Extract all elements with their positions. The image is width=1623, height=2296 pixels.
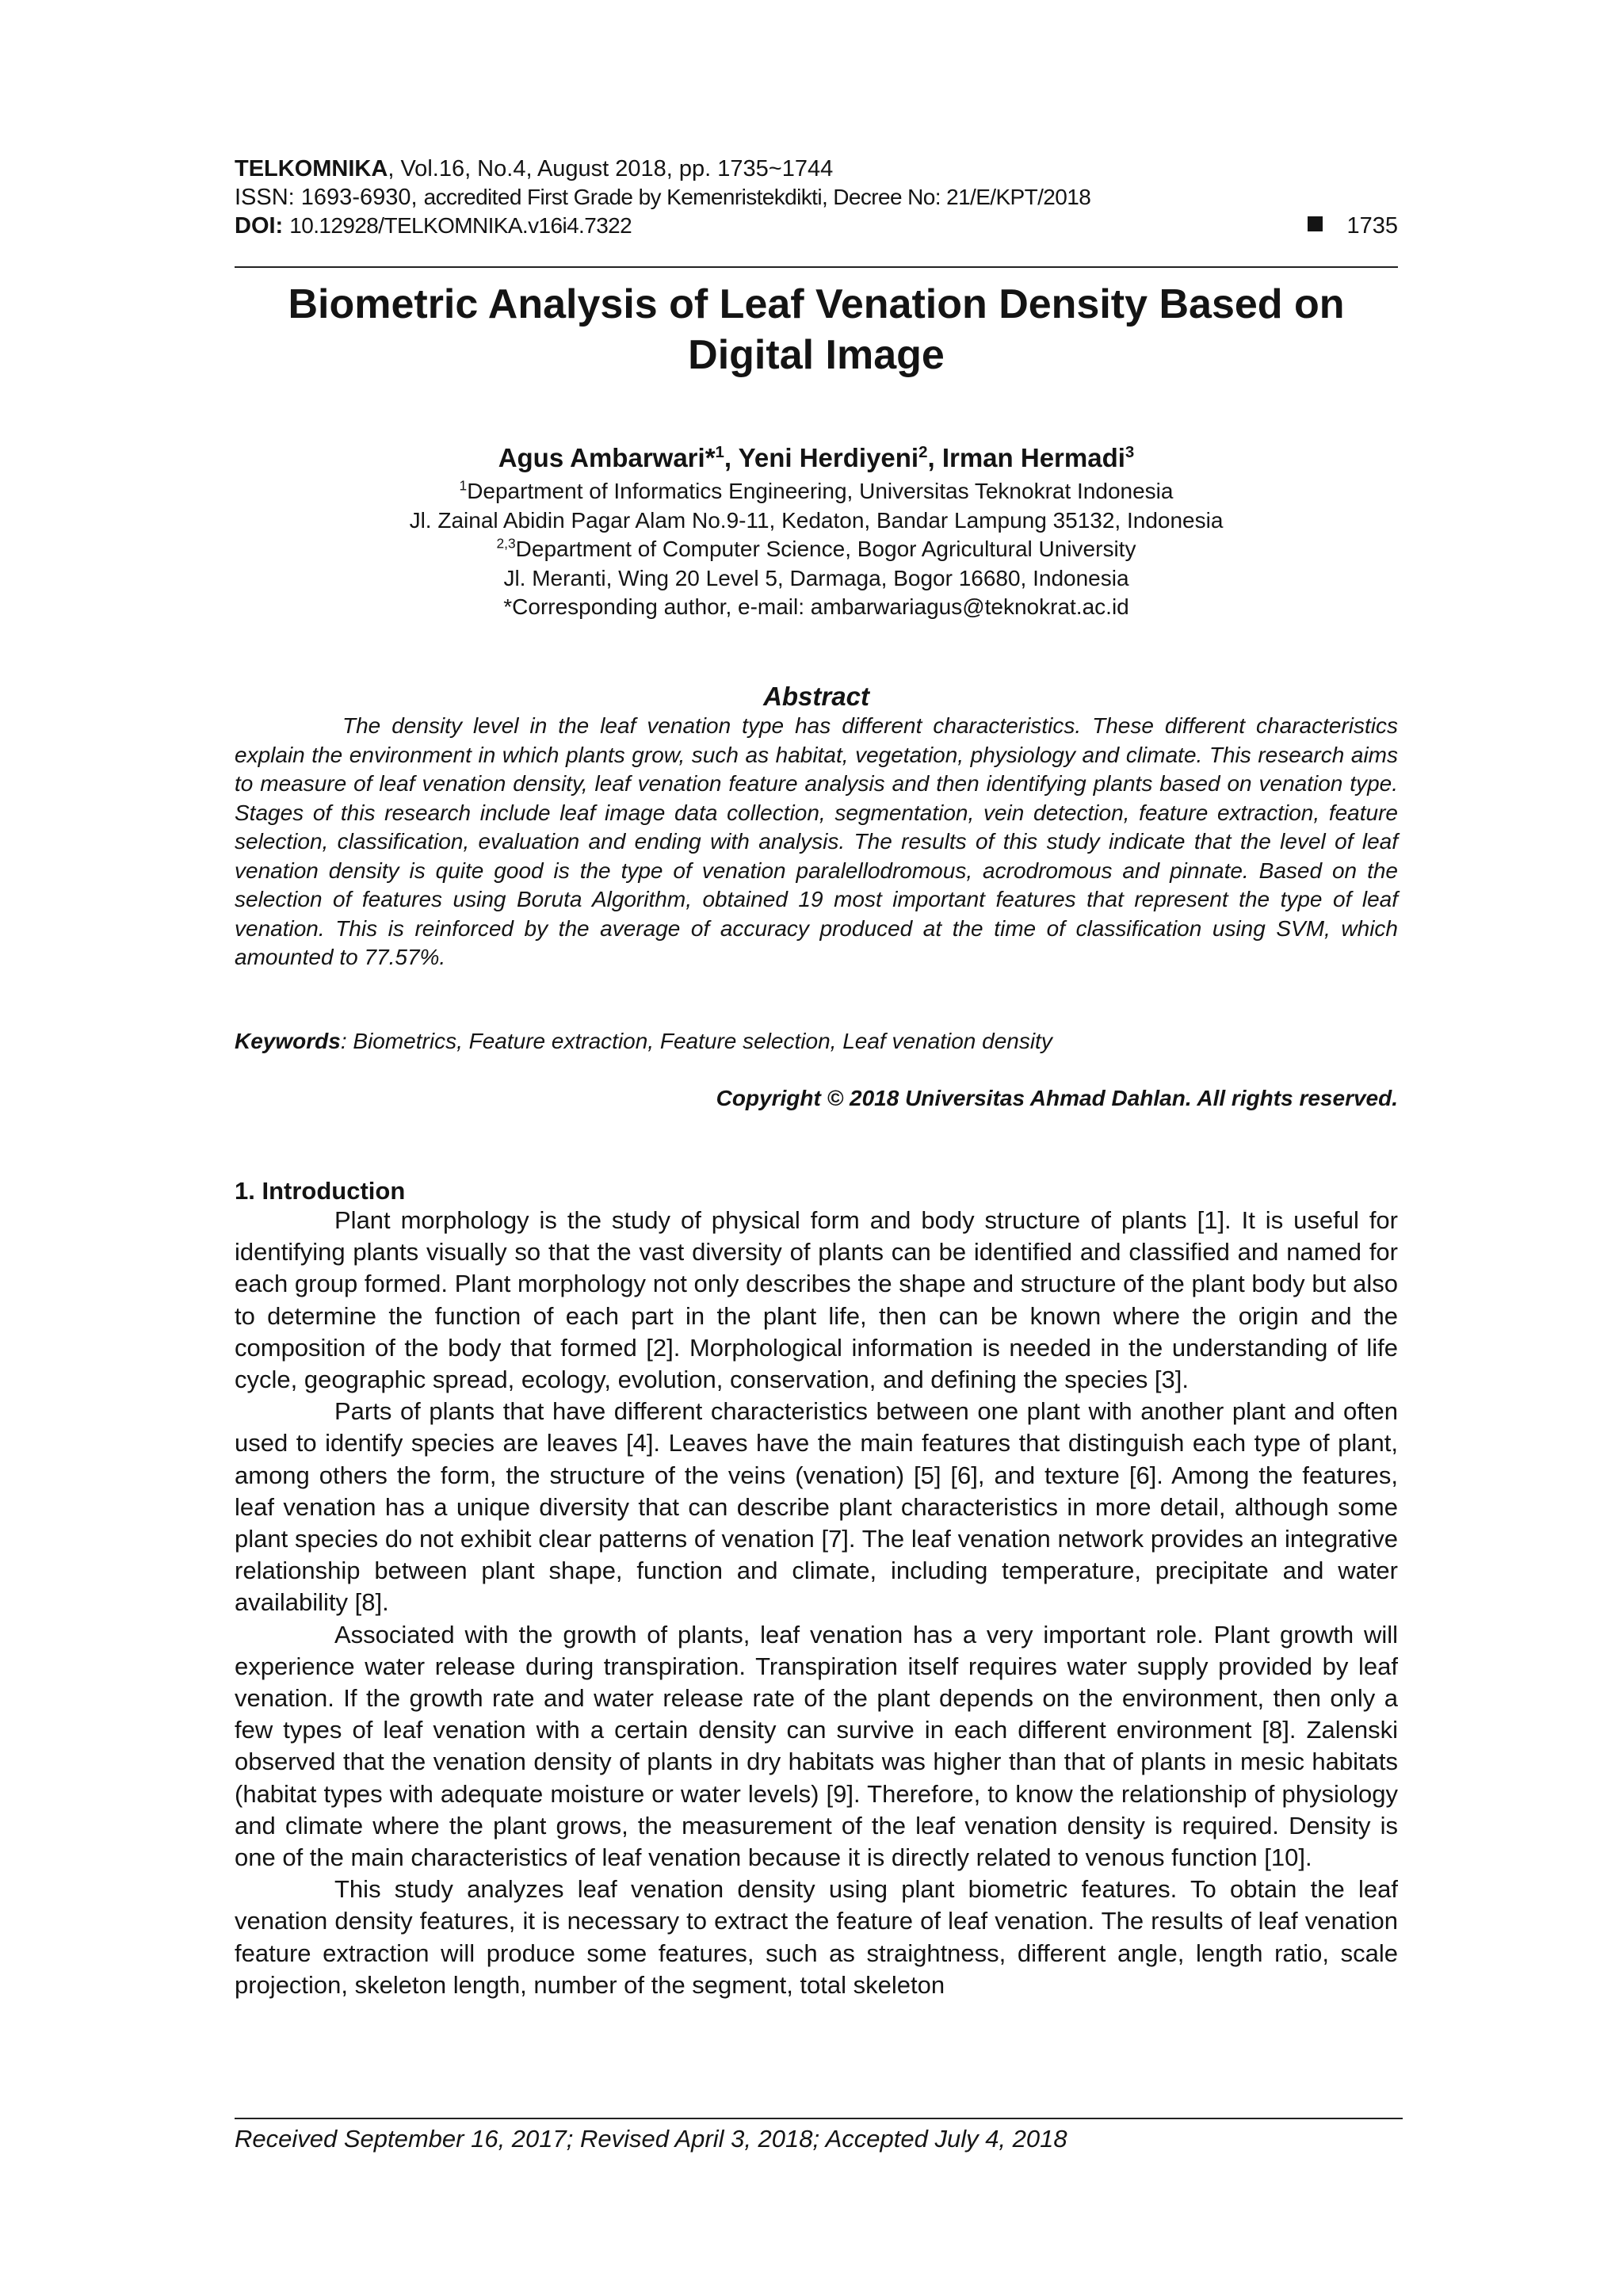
author-affiliation-mark: 2 (918, 443, 928, 461)
affiliation-text: Department of Computer Science, Bogor Agricultural University (515, 537, 1136, 561)
accreditation: accredited First Grade by Kemenristekdikti, Decree No: 21/E/KPT/2018 (423, 185, 1091, 209)
copyright-notice: Copyright © 2018 Universitas Ahmad Dahlan. All rights reserved. (716, 1086, 1398, 1110)
affiliation-line (235, 506, 1398, 536)
issn-line (235, 184, 1398, 211)
journal-name: TELKOMNIKA (235, 156, 388, 181)
affiliation-text: *Corresponding author, e-mail: ambarwariagus@teknokrat.ac.id (503, 594, 1129, 619)
author-name: Agus Ambarwari* (498, 443, 716, 472)
keywords (235, 1027, 1398, 1056)
affiliation-line (235, 535, 1398, 564)
author-affiliation-mark: 3 (1125, 443, 1135, 461)
doi-line (235, 212, 1398, 239)
introduction-body (235, 1205, 1398, 2001)
paragraph: Parts of plants that have different characteristics between one plant with another plant and often used to identify species are leaves [4]. Leaves have the main features that distinguish each type of plant, among others the form, the structure of the veins (venation) [5] [6], and texture [6]. Among the features, leaf venation has a unique diversity that can describe plant characteristics in more detail, although some plant species do not exhibit clear patterns of venation [7]. The leaf venation network provides an integrative relationship between plant shape, function and climate, including temperature, precipitate and water availability [8]. (235, 1397, 1398, 1617)
paragraph: This study analyzes leaf venation density using plant biometric features. To obtain the leaf venation density features, it is necessary to extract the feature of leaf venation. The results of leaf venation feature extraction will produce some features, such as straightness, different angle, length ratio, scale projection, skeleton length, number of the segment, total skeleton (235, 1875, 1398, 1999)
doi: 10.12928/TELKOMNIKA.v16i4.7322 (289, 213, 632, 238)
affiliation-mark: 1 (459, 477, 468, 494)
received-dates: Received September 16, 2017; Revised April 3, 2018; Accepted July 4, 2018 (235, 2125, 1067, 2153)
affiliation-list (235, 477, 1398, 622)
paragraph: Plant morphology is the study of physical form and body structure of plants [1]. It is useful for identifying plants visually so that the vast diversity of plants can be identified and classified and named for each group formed. Plant morphology not only describes the shape and structure of the plant body but also to determine the function of each part in the plant life, then can be known where the origin and the composition of the body that formed [2]. Morphological information is needed in the understanding of life cycle, geographic spread, ecology, evolution, conservation, and defining the species [3]. (235, 1206, 1398, 1394)
header-rule (235, 266, 1398, 268)
keywords-text: : Biometrics, Feature extraction, Feature selection, Leaf venation density (340, 1029, 1052, 1053)
doi-label: DOI: (235, 213, 290, 239)
affiliation-line (235, 564, 1398, 594)
abstract-heading: Abstract (763, 682, 869, 711)
section-heading-introduction: 1. Introduction (235, 1177, 406, 1205)
affiliation-mark: 2,3 (496, 535, 516, 552)
affiliation-text: Jl. Zainal Abidin Pagar Alam No.9-11, Kedaton, Bandar Lampung 35132, Indonesia (409, 507, 1224, 533)
square-bullet-icon (1308, 216, 1323, 231)
affiliation-line (235, 593, 1398, 622)
affiliation-text: Department of Informatics Engineering, Universitas Teknokrat Indonesia (467, 479, 1174, 503)
abstract-body (235, 712, 1398, 972)
keywords-label: Keywords (235, 1029, 341, 1053)
journal-header-line (235, 155, 1398, 182)
page-number: 1735 (1346, 213, 1398, 239)
issn: ISSN: 1693-6930, (235, 185, 424, 210)
paper-title: Biometric Analysis of Leaf Venation Density Based on Digital Image (288, 281, 1345, 378)
footer-rule (235, 2118, 1403, 2119)
affiliation-line (235, 477, 1398, 506)
author-affiliation-mark: 1 (715, 443, 724, 461)
page-number-block (1308, 212, 1398, 239)
author-name: Irman Hermadi (941, 443, 1125, 472)
affiliation-text: Jl. Meranti, Wing 20 Level 5, Darmaga, Bogor 16680, Indonesia (503, 565, 1129, 590)
abstract-text: The density level in the leaf venation type has different characteristics. These different characteristics explain the environment in which plants grow, such as habitat, vegetation, physiology and climate. This research aims to measure of leaf venation density, leaf venation feature analysis and then identifying plants based on venation type. Stages of this research include leaf image data collection, segmentation, vein detection, feature extraction, feature selection, classification, evaluation and ending with analysis. The results of this study indicate that the level of leaf venation density is quite good is the type of venation paralellodromous, acrodromous and pinnate. Based on the selection of features using Boruta Algorithm, obtained 19 most important features that represent the type of leaf venation. This is reinforced by the average of accuracy produced at the time of classification using SVM, which amounted to 77.57%. (235, 713, 1398, 969)
volume-info: , Vol.16, No.4, August 2018, pp. 1735~1744 (388, 156, 834, 181)
author-name: Yeni Herdiyeni (738, 443, 919, 472)
author-list: Agus Ambarwari*$^1$, Yeni Herdiyeni$^2$, Irman Hermadi$^3$ (498, 443, 1135, 472)
paragraph: Associated with the growth of plants, leaf venation has a very important role. Plant growth will experience water release during transpiration. Transpiration itself requires water supply provided by leaf venation. If the growth rate and water release rate of the plant depends on the environment, then only a few types of leaf venation with a certain density can survive in each different environment [8]. Zalenski observed that the venation density of plants in dry habitats was higher than that of plants in mesic habitats (habitat types with adequate moisture or water levels) [9]. Therefore, to know the relationship of physiology and climate where the plant grows, the measurement of the leaf venation density is required. Density is one of the main characteristics of leaf venation because it is directly related to venous function [10]. (235, 1620, 1398, 1872)
